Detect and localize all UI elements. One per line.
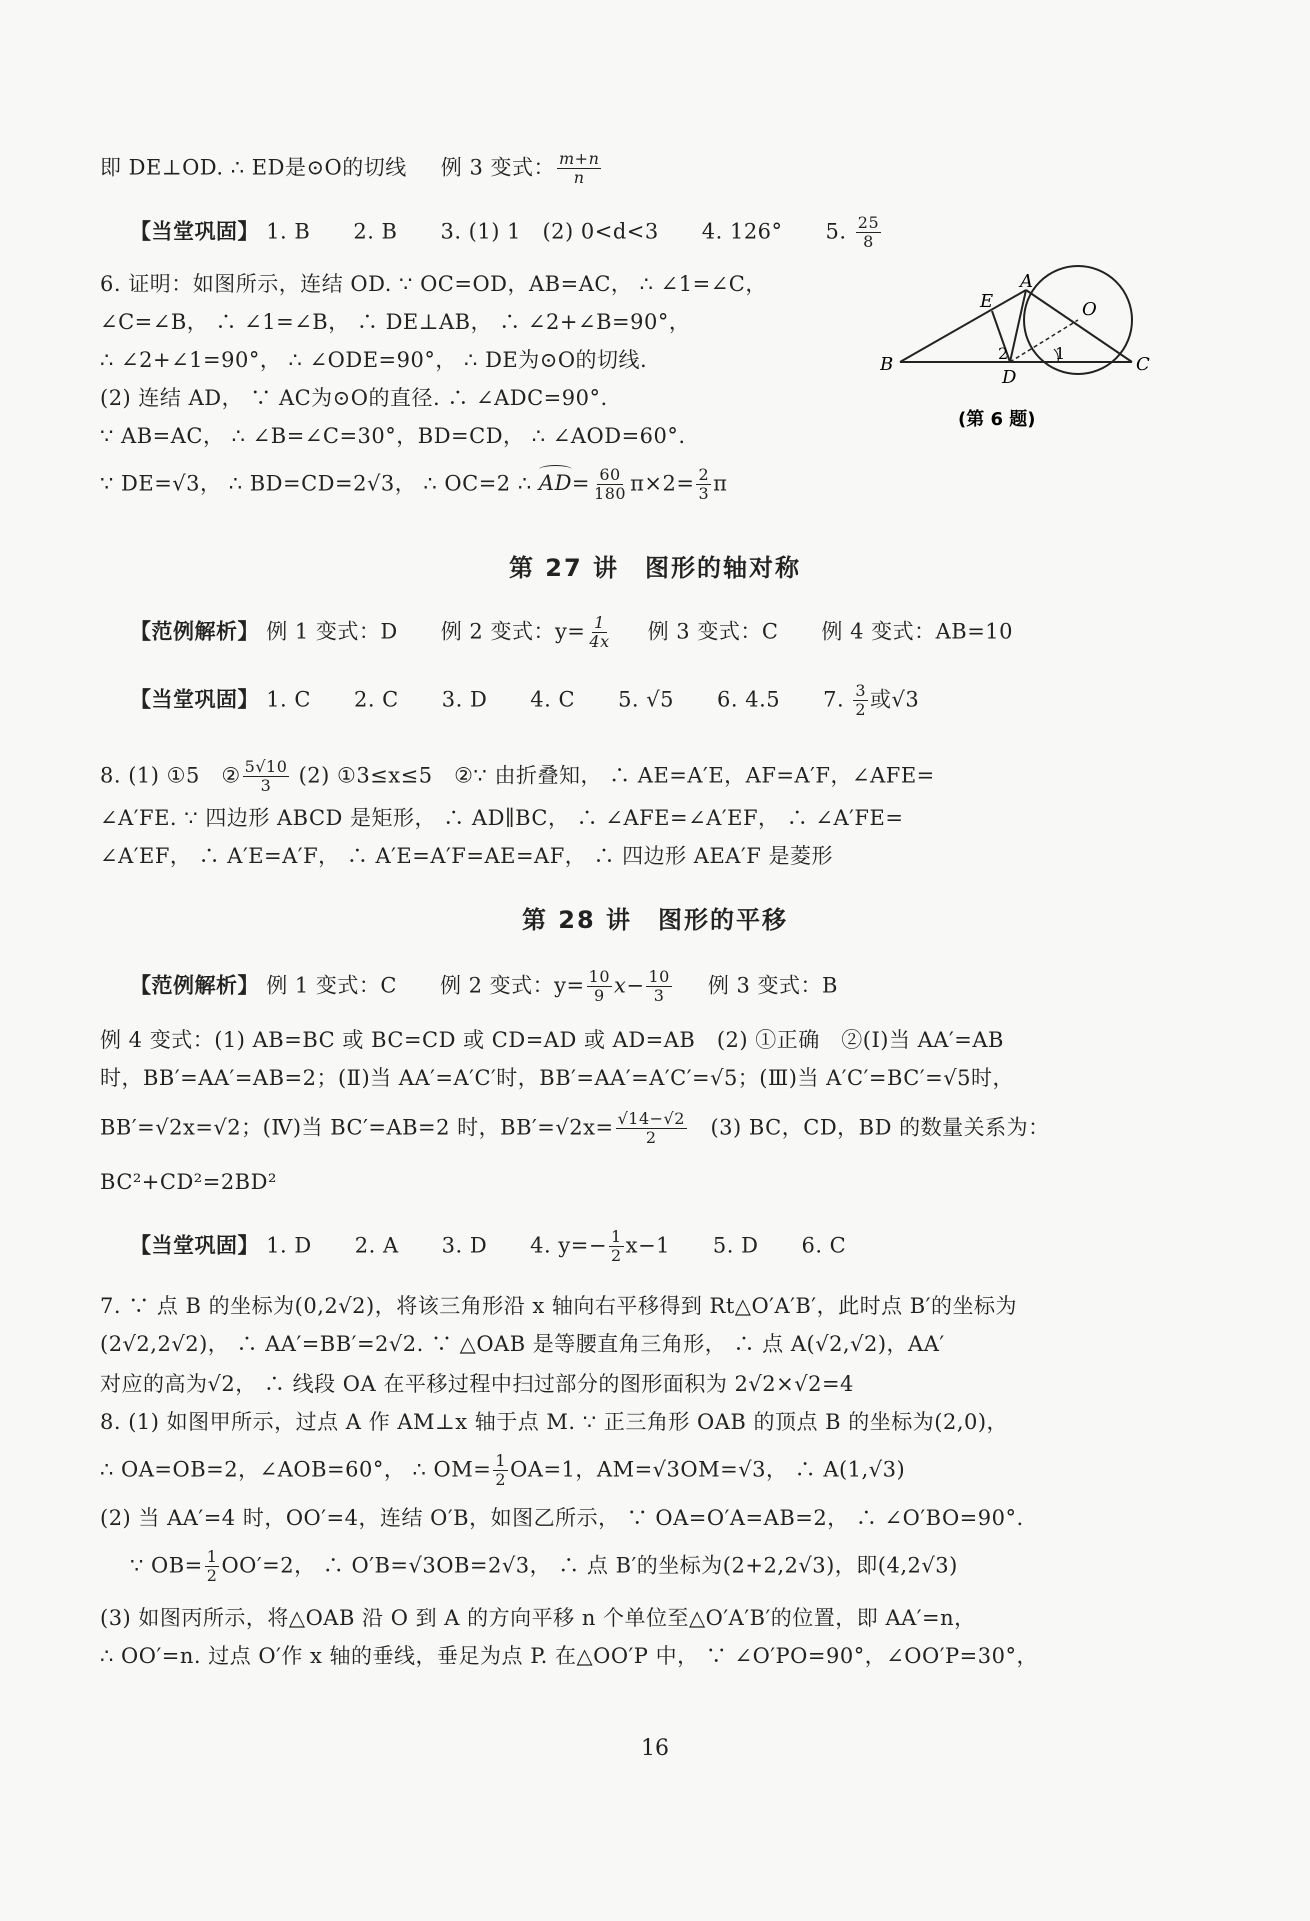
section-label: 【当堂巩固】 <box>130 1233 259 1258</box>
label-b: B <box>880 354 894 375</box>
lecture-27-title: 第 27 讲 图形的轴对称 <box>508 554 802 582</box>
fraction: $\frac{m+n}{n}$ <box>558 149 600 188</box>
proof-line-4: (2) 连结 AD， ∵ AC为⊙O的直径. ∴ ∠ADC=90°. <box>100 386 608 410</box>
line-practice-27: 【当堂巩固】 1. C 2. C 3. D 4. C 5. √5 6. 4.5 7. $\frac{3}{2}$ 或√3 <box>130 681 920 720</box>
problem-8-line-1: 8. (1) 如图甲所示，过点 A 作 AM⊥x 轴于点 M. ∵ 正三角形 OAB 的顶点 B 的坐标为(2,0)， <box>100 1410 1009 1434</box>
fraction: $\frac{2}{3}$ <box>698 465 710 504</box>
fraction: $\frac{√14-√2}{2}$ <box>617 1109 685 1148</box>
geometry-figure-6 <box>880 255 1170 440</box>
fraction: $\frac{3}{2}$ <box>855 681 867 720</box>
problem-8-line-5: (3) 如图丙所示，将△OAB 沿 O 到 A 的方向平移 n 个单位至△O′A′B′的位置，即 AA′=n， <box>100 1606 976 1630</box>
problem-8-line-3: (2) 当 AA′=4 时，OO′=4，连结 O′B，如图乙所示， ∵ OA=O′A=AB=2， ∴ ∠O′BO=90°. <box>100 1506 1024 1530</box>
fraction: $\frac{1}{2}$ <box>206 1547 218 1586</box>
label-c: C <box>1136 354 1150 375</box>
fraction: $\frac{5√10}{3}$ <box>244 757 288 796</box>
problem-7-line-3: 对应的高为√2， ∴ 线段 OA 在平移过程中扫过部分的图形面积为 2√2×√2=4 <box>100 1372 854 1396</box>
line-examples-27: 【范例解析】 例 1 变式：D 例 2 变式：y= $\frac{1}{4x}$ 例 3 变式：C 例 4 变式：AB=10 <box>130 613 1014 652</box>
segment-od <box>1010 320 1078 362</box>
section-label: 【当堂巩固】 <box>130 219 259 244</box>
line-tangent: 即 DE⊥OD. ∴ ED是⊙O的切线 例 3 变式： $\frac{m+n}{n}$ <box>100 149 600 188</box>
figure-caption: (第 6 题) <box>958 409 1036 430</box>
line-problem-8-27-c: ∠A′EF， ∴ A′E=A′F， ∴ A′E=A′F=AE=AF， ∴ 四边形 AEA′F 是菱形 <box>100 844 833 868</box>
label-angle-2: 2 <box>998 344 1009 363</box>
lecture-28-title: 第 28 讲 图形的平移 <box>521 906 789 934</box>
problem-8-line-6: ∴ OO′=n. 过点 O′作 x 轴的垂线，垂足为点 P. 在△OO′P 中， ∵ ∠O′PO=90°，∠OO′P=30°， <box>100 1644 1038 1668</box>
proof-line-3: ∴ ∠2+∠1=90°， ∴ ∠ODE=90°， ∴ DE为⊙O的切线. <box>100 348 648 372</box>
arc-ad: AD <box>538 471 572 496</box>
example-4-line-4: BC²+CD²=2BD² <box>100 1170 277 1194</box>
problem-7-line-1: 7. ∵ 点 B 的坐标为(0,2√2)，将该三角形沿 x 轴向右平移得到 Rt△O′A′B′，此时点 B′的坐标为 <box>100 1294 1017 1318</box>
line-practice-28: 【当堂巩固】 1. D 2. A 3. D 4. y=− $\frac{1}{2}$ x−1 5. D 6. C <box>130 1227 847 1266</box>
example-4-line-3: BB′=√2x=√2；(Ⅳ)当 BC′=AB=2 时，BB′=√2x= $\frac{√14-√2}{2}$ (3) BC，CD，BD 的数量关系为： <box>100 1109 1050 1148</box>
label-d: D <box>1002 367 1017 388</box>
fraction: $\frac{1}{4x}$ <box>589 613 610 652</box>
segment-ac <box>1026 290 1132 362</box>
label-o: O <box>1082 299 1097 320</box>
line-examples-28: 【范例解析】 例 1 变式：C 例 2 变式：y= $\frac{10}{9}$ x− $\frac{10}{3}$ 例 3 变式：B <box>130 967 838 1006</box>
line-problem-8-27: 8. (1) ①5 ② $\frac{5√10}{3}$ (2) ①3≤x≤5 ②∵ 由折叠知， ∴ AE=A′E，AF=A′F，∠AFE= <box>100 757 935 796</box>
line-problem-8-27-b: ∠A′FE. ∵ 四边形 ABCD 是矩形， ∴ AD∥BC， ∴ ∠AFE=∠A′EF， ∴ ∠A′FE= <box>100 806 904 830</box>
fraction: $\frac{10}{3}$ <box>648 967 670 1006</box>
example-4-line-2: 时，BB′=AA′=AB=2；(Ⅱ)当 AA′=A′C′时，BB′=AA′=A′C′=√5；(Ⅲ)当 A′C′=BC′=√5时， <box>100 1066 1014 1090</box>
section-label: 【范例解析】 <box>130 973 259 998</box>
fraction: $\frac{1}{2}$ <box>495 1451 507 1490</box>
problem-7-line-2: (2√2,2√2)， ∴ AA′=BB′=2√2. ∵ △OAB 是等腰直角三角形， ∴ 点 A(√2,√2)，AA′ <box>100 1332 945 1356</box>
problem-8-line-4: ∵ OB= $\frac{1}{2}$ OO′=2， ∴ O′B=√3OB=2√3， ∴ 点 B′的坐标为(2+2,2√3)，即(4,2√3) <box>130 1547 958 1586</box>
proof-line-2: ∠C=∠B， ∴ ∠1=∠B， ∴ DE⊥AB， ∴ ∠2+∠B=90°， <box>100 310 691 334</box>
label-a: A <box>1020 271 1033 292</box>
page-number: 16 <box>641 1736 669 1761</box>
proof-line-5: ∵ AB=AC， ∴ ∠B=∠C=30°，BD=CD， ∴ ∠AOD=60°. <box>100 424 686 448</box>
label-e: E <box>980 291 994 312</box>
proof-line-6: ∵ DE=√3， ∴ BD=CD=2√3， ∴ OC=2 ∴ AD= $\frac{60}{180}$ π×2= $\frac{2}{3}$ π <box>100 465 728 504</box>
proof-line-1: 6. 证明：如图所示，连结 OD. ∵ OC=OD，AB=AC， ∴ ∠1=∠C， <box>100 272 767 296</box>
problem-8-line-2: ∴ OA=OB=2，∠AOB=60°， ∴ OM= $\frac{1}{2}$ OA=1，AM=√3OM=√3， ∴ A(1,√3) <box>100 1451 906 1490</box>
section-label: 【当堂巩固】 <box>130 687 259 712</box>
section-label: 【范例解析】 <box>130 619 259 644</box>
example-4-line-1: 例 4 变式：(1) AB=BC 或 BC=CD 或 CD=AD 或 AD=AB (2) ①正确 ②(Ⅰ)当 AA′=AB <box>100 1028 1004 1052</box>
line-practice-answers: 【当堂巩固】 1. B 2. B 3. (1) 1 (2) 0<d<3 4. 126° 5. $\frac{25}{8}$ <box>130 213 880 252</box>
fraction: $\frac{60}{180}$ <box>594 465 627 504</box>
fraction: $\frac{1}{2}$ <box>610 1227 622 1266</box>
fraction: $\frac{25}{8}$ <box>857 213 880 252</box>
fraction: $\frac{10}{9}$ <box>588 967 610 1006</box>
label-angle-1: 1 <box>1055 344 1066 363</box>
